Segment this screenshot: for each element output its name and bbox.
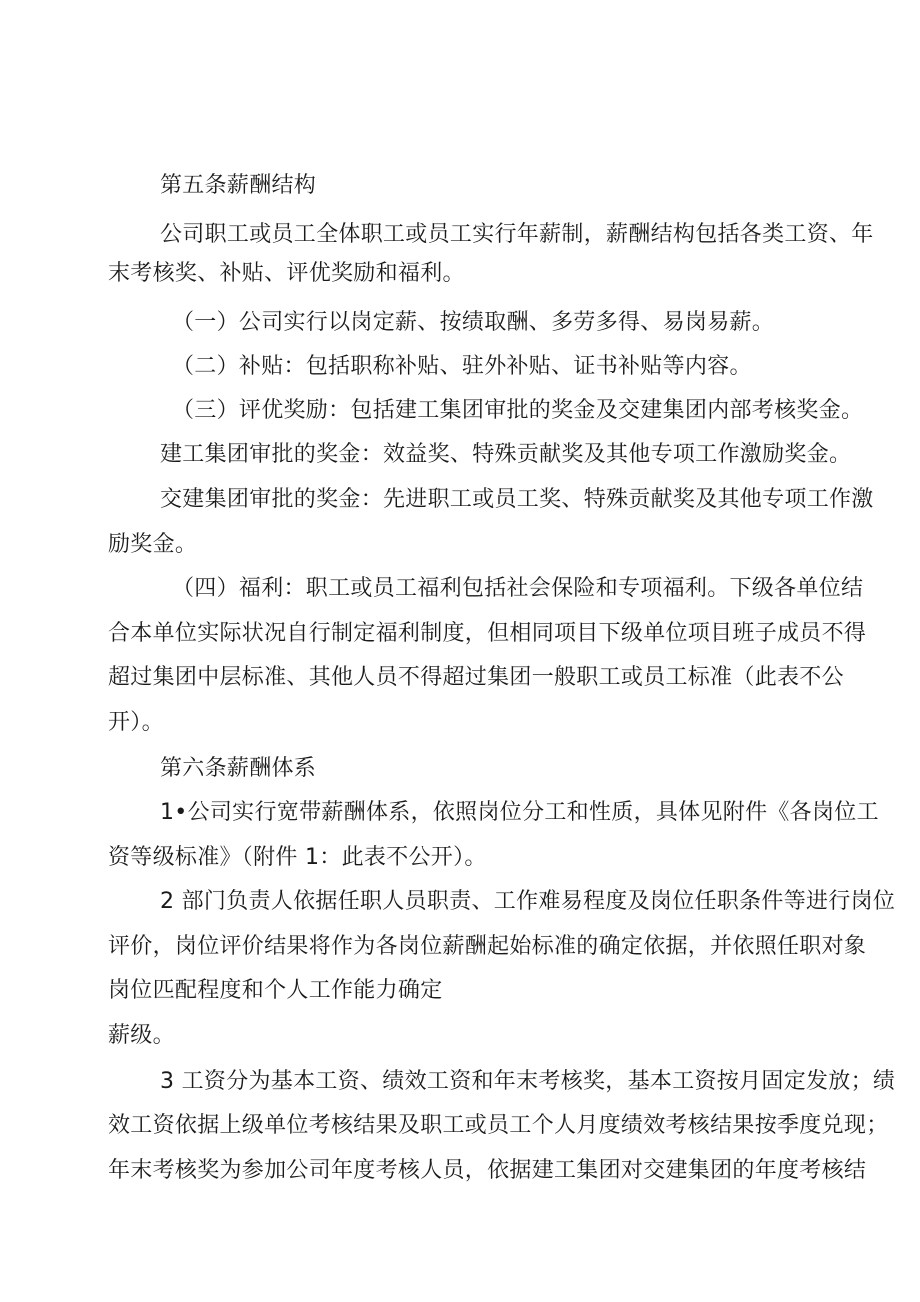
paragraph-line: 效工资依据上级单位考核结果及职工或员工个人月度绩效考核结果按季度兑现；: [108, 1113, 889, 1138]
paragraph-line: 资等级标准》（附件 1：此表不公开）。: [108, 845, 487, 870]
paragraph-line: （三）评优奖励：包括建工集团审批的奖金及交建集团内部考核奖金。: [172, 398, 864, 423]
paragraph-line: 建工集团审批的奖金：效益奖、特殊贡献奖及其他专项工作激励奖金。: [160, 442, 852, 467]
paragraph-line: 公司职工或员工全体职工或员工实行年薪制，薪酬结构包括各类工资、年: [160, 222, 874, 247]
paragraph-line: （四）福利：职工或员工福利包括社会保险和专项福利。下级各单位结: [172, 576, 864, 601]
paragraph-line: （一）公司实行以岗定薪、按绩取酬、多劳多得、易岗易薪。: [172, 310, 775, 335]
paragraph-line: 薪级。: [108, 1023, 175, 1048]
paragraph-line: 励奖金。: [108, 532, 198, 557]
paragraph-line: 3 工资分为基本工资、绩效工资和年末考核奖，基本工资按月固定发放；绩: [160, 1069, 896, 1094]
paragraph-line: 交建集团审批的奖金：先进职工或员工奖、特殊贡献奖及其他专项工作激: [160, 487, 874, 512]
paragraph-line: 超过集团中层标准、其他人员不得超过集团一般职工或员工标准（此表不公: [108, 665, 844, 690]
paragraph-line: 2 部门负责人依据任职人员职责、工作难易程度及岗位任职条件等进行岗位: [160, 889, 896, 914]
article-6-heading: 第六条薪酬体系: [160, 756, 317, 781]
paragraph-line: 年末考核奖为参加公司年度考核人员，依据建工集团对交建集团的年度考核结: [108, 1158, 867, 1183]
paragraph-line: 合本单位实际状况自行制定福利制度，但相同项目下级单位项目班子成员不得: [108, 621, 867, 646]
paragraph-line: （二）补贴：包括职称补贴、驻外补贴、证书补贴等内容。: [172, 354, 752, 379]
paragraph-line: 岗位匹配程度和个人工作能力确定: [108, 978, 443, 1003]
paragraph-line: 评价，岗位评价结果将作为各岗位薪酬起始标准的确定依据，并依照任职对象: [108, 934, 867, 959]
paragraph-line: 末考核奖、补贴、评优奖励和福利。: [108, 261, 465, 286]
paragraph-line: 开）。: [108, 710, 164, 735]
article-5-heading: 第五条薪酬结构: [160, 173, 317, 198]
paragraph-line: 1•公司实行宽带薪酬体系，依照岗位分工和性质，具体见附件《各岗位工: [160, 800, 879, 825]
